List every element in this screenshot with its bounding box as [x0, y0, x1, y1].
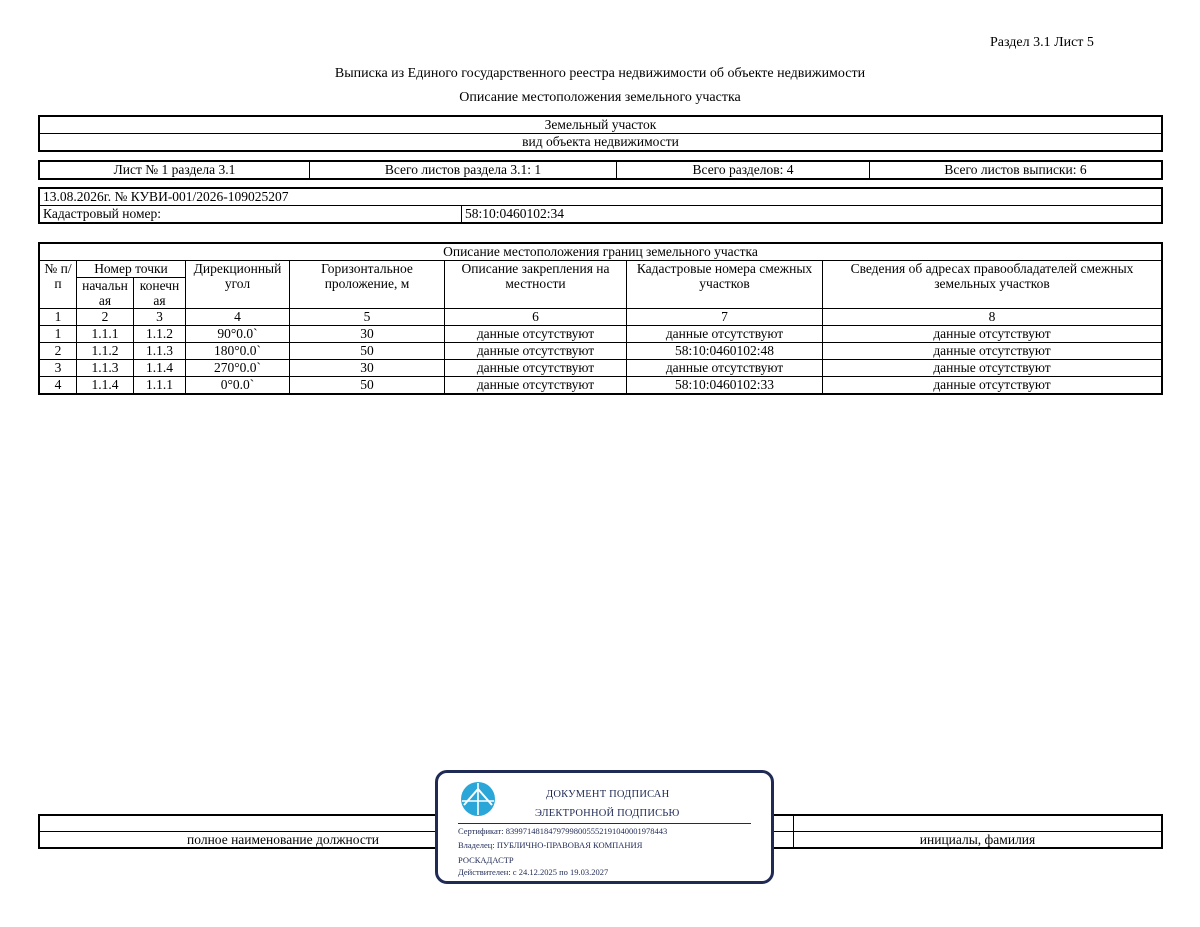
total-sections: Всего разделов: 4 — [617, 161, 870, 179]
cell-adjacent: данные отсутствуют — [627, 326, 823, 343]
cell-angle: 0°0.0` — [186, 377, 290, 395]
header-length: Горизонтальное проложение, м — [290, 261, 445, 309]
cell-num: 2 — [39, 343, 77, 360]
cell-adjacent: 58:10:0460102:33 — [627, 377, 823, 395]
col-number: 7 — [627, 309, 823, 326]
cell-start: 1.1.1 — [77, 326, 134, 343]
boundaries-table — [38, 242, 1163, 395]
cell-fixing: данные отсутствуют — [445, 377, 627, 395]
cell-owners: данные отсутствуют — [823, 360, 1163, 377]
col-number: 5 — [290, 309, 445, 326]
cadastral-value: 58:10:0460102:34 — [462, 206, 1163, 224]
cell-owners: данные отсутствуют — [823, 343, 1163, 360]
electronic-signature-stamp — [435, 770, 774, 884]
table-row — [39, 360, 1162, 377]
cell-length: 50 — [290, 377, 445, 395]
object-name: Земельный участок — [39, 116, 1162, 134]
table-row — [39, 343, 1162, 360]
cell-length: 30 — [290, 326, 445, 343]
header-fixing: Описание закрепления на местности — [445, 261, 627, 309]
cell-num: 3 — [39, 360, 77, 377]
cell-end: 1.1.2 — [134, 326, 186, 343]
col-number: 4 — [186, 309, 290, 326]
cell-end: 1.1.4 — [134, 360, 186, 377]
table-row — [39, 326, 1162, 343]
cell-angle: 90°0.0` — [186, 326, 290, 343]
stamp-divider — [458, 823, 751, 824]
stamp-certificate: Сертификат: 83997148184797998005552191040001978443 — [458, 826, 668, 836]
header-adjacent: Кадастровые номера смежных участков — [627, 261, 823, 309]
cell-adjacent: данные отсутствуют — [627, 360, 823, 377]
position-label: полное наименование должности — [39, 832, 527, 849]
column-numbers-row — [39, 309, 1162, 326]
cell-start: 1.1.2 — [77, 343, 134, 360]
total-section-sheets: Всего листов раздела 3.1: 1 — [310, 161, 617, 179]
col-number: 2 — [77, 309, 134, 326]
header-point: Номер точки — [77, 261, 186, 278]
doc-info-table — [38, 187, 1163, 224]
cadastral-label: Кадастровый номер: — [39, 206, 462, 224]
cell-angle: 180°0.0` — [186, 343, 290, 360]
stamp-owner: Владелец: ПУБЛИЧНО-ПРАВОВАЯ КОМПАНИЯ — [458, 840, 643, 850]
cell-num: 4 — [39, 377, 77, 395]
col-number: 1 — [39, 309, 77, 326]
col-number: 3 — [134, 309, 186, 326]
col-number: 8 — [823, 309, 1163, 326]
name-blank — [794, 815, 1163, 832]
stamp-line2: ЭЛЕКТРОННОЙ ПОДПИСЬЮ — [535, 808, 680, 819]
cell-adjacent: 58:10:0460102:48 — [627, 343, 823, 360]
cell-fixing: данные отсутствуют — [445, 360, 627, 377]
stamp-owner2: РОСКАДАСТР — [458, 855, 514, 865]
doc-date-number: 13.08.2026г. № КУВИ-001/2026-109025207 — [39, 188, 1162, 206]
sheets-info-table — [38, 160, 1163, 180]
header-start: начальн ая — [77, 278, 134, 309]
col-number: 6 — [445, 309, 627, 326]
cell-angle: 270°0.0` — [186, 360, 290, 377]
cell-length: 50 — [290, 343, 445, 360]
object-type-label: вид объекта недвижимости — [39, 134, 1162, 152]
total-extract-sheets: Всего листов выписки: 6 — [870, 161, 1163, 179]
cell-end: 1.1.1 — [134, 377, 186, 395]
header-angle: Дирекционный угол — [186, 261, 290, 309]
cell-end: 1.1.3 — [134, 343, 186, 360]
stamp-valid: Действителен: с 24.12.2025 по 19.03.2027 — [458, 867, 609, 877]
header-num: № п/п — [39, 261, 77, 309]
header-end: конечн ая — [134, 278, 186, 309]
cell-start: 1.1.3 — [77, 360, 134, 377]
sheet-number: Лист № 1 раздела 3.1 — [39, 161, 310, 179]
cell-start: 1.1.4 — [77, 377, 134, 395]
cell-num: 1 — [39, 326, 77, 343]
cell-owners: данные отсутствуют — [823, 326, 1163, 343]
stamp-line1: ДОКУМЕНТ ПОДПИСАН — [546, 789, 670, 800]
cell-length: 30 — [290, 360, 445, 377]
document-subtitle: Описание местоположения земельного участка — [459, 90, 741, 105]
table-row — [39, 377, 1162, 395]
cell-fixing: данные отсутствуют — [445, 343, 627, 360]
object-type-table — [38, 115, 1163, 152]
name-label: инициалы, фамилия — [794, 832, 1163, 849]
cell-fixing: данные отсутствуют — [445, 326, 627, 343]
section-sheet-label: Раздел 3.1 Лист 5 — [990, 35, 1094, 50]
cell-owners: данные отсутствуют — [823, 377, 1163, 395]
document-title: Выписка из Единого государственного реестра недвижимости об объекте недвижимости — [334, 66, 866, 81]
boundaries-title: Описание местоположения границ земельного участка — [39, 243, 1162, 261]
roskadastr-logo-icon — [460, 781, 496, 817]
header-owners: Сведения об адресах правообладателей смежных земельных участков — [823, 261, 1163, 309]
